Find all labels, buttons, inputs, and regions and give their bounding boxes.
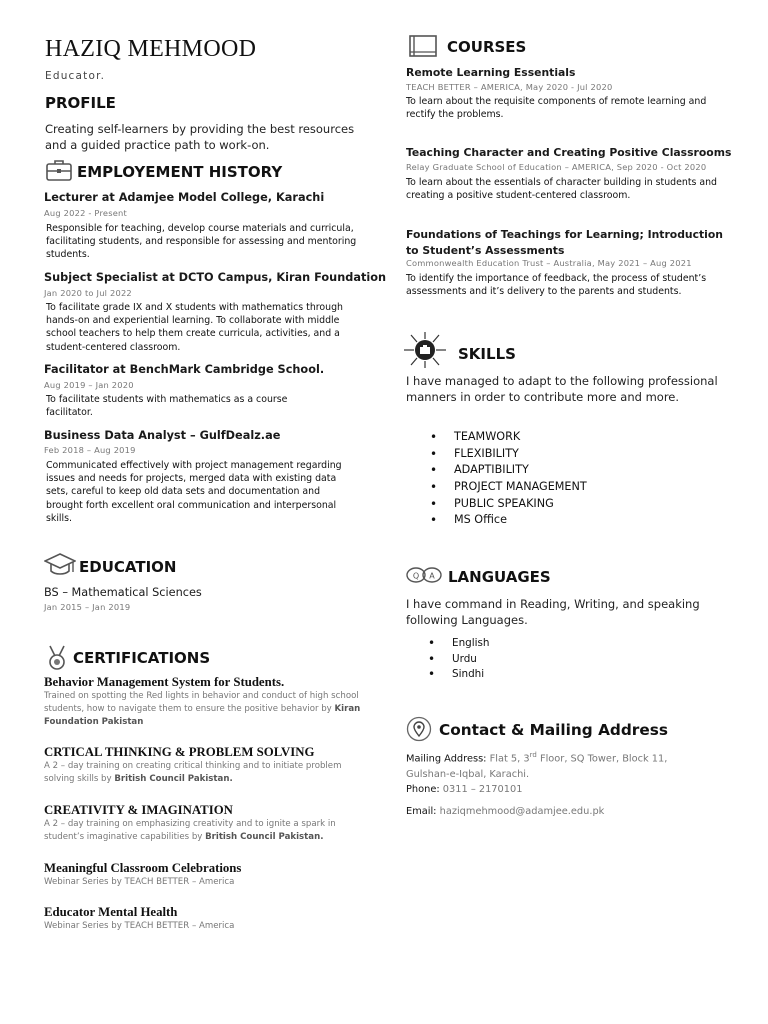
skills-list xyxy=(406,429,587,529)
job-title: Facilitator at BenchMark Cambridge School. xyxy=(44,363,325,376)
medal-icon xyxy=(45,645,69,671)
skill-item: • PUBLIC SPEAKING xyxy=(406,496,587,513)
certification-title: Meaningful Classroom Celebrations xyxy=(44,861,242,875)
phone-label: Phone: xyxy=(406,784,440,795)
languages-intro: I have command in Reading, Writing, and speaking following Languages. xyxy=(406,597,700,627)
languages-heading: LANGUAGES xyxy=(448,568,551,586)
svg-text:Q: Q xyxy=(412,571,420,581)
language-item: • English xyxy=(404,636,490,652)
degree: BS – Mathematical Sciences xyxy=(44,586,202,599)
course-meta: Relay Graduate School of Education – AMERICA, Sep 2020 - Oct 2020 xyxy=(406,162,707,172)
certification-title: CREATIVITY & IMAGINATION xyxy=(44,803,233,817)
job-dates: Aug 2019 – Jan 2020 xyxy=(44,380,134,390)
graduation-cap-icon xyxy=(44,552,76,578)
job-description: Responsible for teaching, develop course materials and curricula, facilitating students, and responsible for assessing and mentoring students. xyxy=(46,223,357,261)
email-label: Email: xyxy=(406,806,437,817)
resume-name: HAZIQ MEHMOOD xyxy=(45,36,257,62)
course-description: To identify the importance of feedback, the process of student’s assessments and it’s delivery to the parents and students. xyxy=(406,273,707,298)
email-value: haziqmehmood@adamjee.edu.pk xyxy=(439,806,605,817)
courses-heading: COURSES xyxy=(447,38,527,56)
languages-list xyxy=(404,636,490,683)
job-description: Communicated effectively with project management regarding issues and needs for projects, merged data with existing data sets, careful to keep old data sets and documentation and brought forth excellent oral communication and interpersonal skills. xyxy=(46,460,342,524)
phone xyxy=(406,782,522,798)
skills-heading: SKILLS xyxy=(458,345,516,363)
language-item: • Sindhi xyxy=(404,667,490,683)
course-meta: Commonwealth Education Trust – Australia, May 2021 – Aug 2021 xyxy=(406,258,692,268)
employment-heading: EMPLOYEMENT HISTORY xyxy=(77,163,283,181)
location-pin-icon xyxy=(406,716,432,742)
certification-description: Webinar Series by TEACH BETTER – America xyxy=(44,921,235,931)
course-description: To learn about the requisite components of remote learning and rectify the problems. xyxy=(406,96,707,121)
speech-bubbles-qa-icon xyxy=(405,566,443,586)
skill-item: • TEAMWORK xyxy=(406,429,587,446)
svg-text:A: A xyxy=(429,571,435,581)
certification-description: Trained on spotting the Red lights in behavior and conduct of high school students, how to navigate them to ensure the positive behavior by Kiran Foundation Pakistan xyxy=(44,691,361,728)
certification-org: Kiran Foundation Pakistan xyxy=(44,704,361,728)
email xyxy=(406,804,604,820)
skill-item: • ADAPTIBILITY xyxy=(406,462,587,479)
mailing-label: Mailing Address: xyxy=(406,753,487,765)
certification-org: British Council Pakistan. xyxy=(205,832,324,843)
mailing-address: Mailing Address: Flat 5, 3rd Floor, SQ Tower, Block 11, Gulshan-e-Iqbal, Karachi. xyxy=(406,751,668,781)
job-title: Lecturer at Adamjee Model College, Karachi xyxy=(44,191,325,204)
contact-heading: Contact & Mailing Address xyxy=(439,721,668,739)
profile-text: Creating self-learners by providing the best resources and a guided practice path to work-on. xyxy=(45,122,355,152)
course-description: To learn about the essentials of character building in students and creating a positive student-centered classroom. xyxy=(406,177,717,202)
education-heading: EDUCATION xyxy=(79,558,177,576)
job-description: To facilitate grade IX and X students with mathematics through hands-on and experiential learning. To collaborate with middle school teachers to help them create curricula, activities, and a student-centered classroom. xyxy=(46,302,343,353)
job-description: To facilitate students with mathematics as a course facilitator. xyxy=(46,394,288,419)
resume-subtitle: Educator. xyxy=(45,70,106,82)
book-icon xyxy=(408,34,438,58)
certification-title: Educator Mental Health xyxy=(44,905,178,919)
language-item: • Urdu xyxy=(404,652,490,668)
certifications-heading: CERTIFICATIONS xyxy=(73,649,211,667)
certification-org: British Council Pakistan. xyxy=(114,774,233,785)
job-dates: Aug 2022 - Present xyxy=(44,208,127,218)
briefcase-icon xyxy=(45,158,73,182)
job-title: Business Data Analyst – GulfDealz.ae xyxy=(44,429,281,442)
job-title: Subject Specialist at DCTO Campus, Kiran Foundation xyxy=(44,271,387,284)
phone-value: 0311 – 2170101 xyxy=(442,784,523,795)
course-title: Remote Learning Essentials xyxy=(406,66,576,79)
skills-network-icon xyxy=(401,330,449,370)
certification-description: A 2 – day training on creating critical thinking and to initiate problem solving skills by British Council Pakistan. xyxy=(44,761,342,785)
course-meta: TEACH BETTER – AMERICA, May 2020 - Jul 2020 xyxy=(406,82,613,92)
skills-intro: I have managed to adapt to the following professional manners in order to contribute more and more. xyxy=(406,374,718,404)
certification-title: Behavior Management System for Students. xyxy=(44,675,285,689)
certification-description: Webinar Series by TEACH BETTER – America xyxy=(44,877,235,887)
certification-title: CRTICAL THINKING & PROBLEM SOLVING xyxy=(44,745,315,759)
skill-item: • MS Office xyxy=(406,512,587,529)
job-dates: Jan 2020 to Jul 2022 xyxy=(44,288,132,298)
skill-item: • FLEXIBILITY xyxy=(406,446,587,463)
course-title: Teaching Character and Creating Positive Classrooms xyxy=(406,146,732,159)
job-dates: Feb 2018 – Aug 2019 xyxy=(44,445,136,455)
skill-item: • PROJECT MANAGEMENT xyxy=(406,479,587,496)
degree-dates: Jan 2015 – Jan 2019 xyxy=(44,602,131,612)
profile-heading: PROFILE xyxy=(45,94,116,112)
certification-description: A 2 – day training on emphasizing creativity and to ignite a spark in student’s imaginative capabilities by British Council Pakistan. xyxy=(44,819,336,843)
course-title: Foundations of Teachings for Learning; Introduction to Student’s Assessments xyxy=(406,228,723,257)
